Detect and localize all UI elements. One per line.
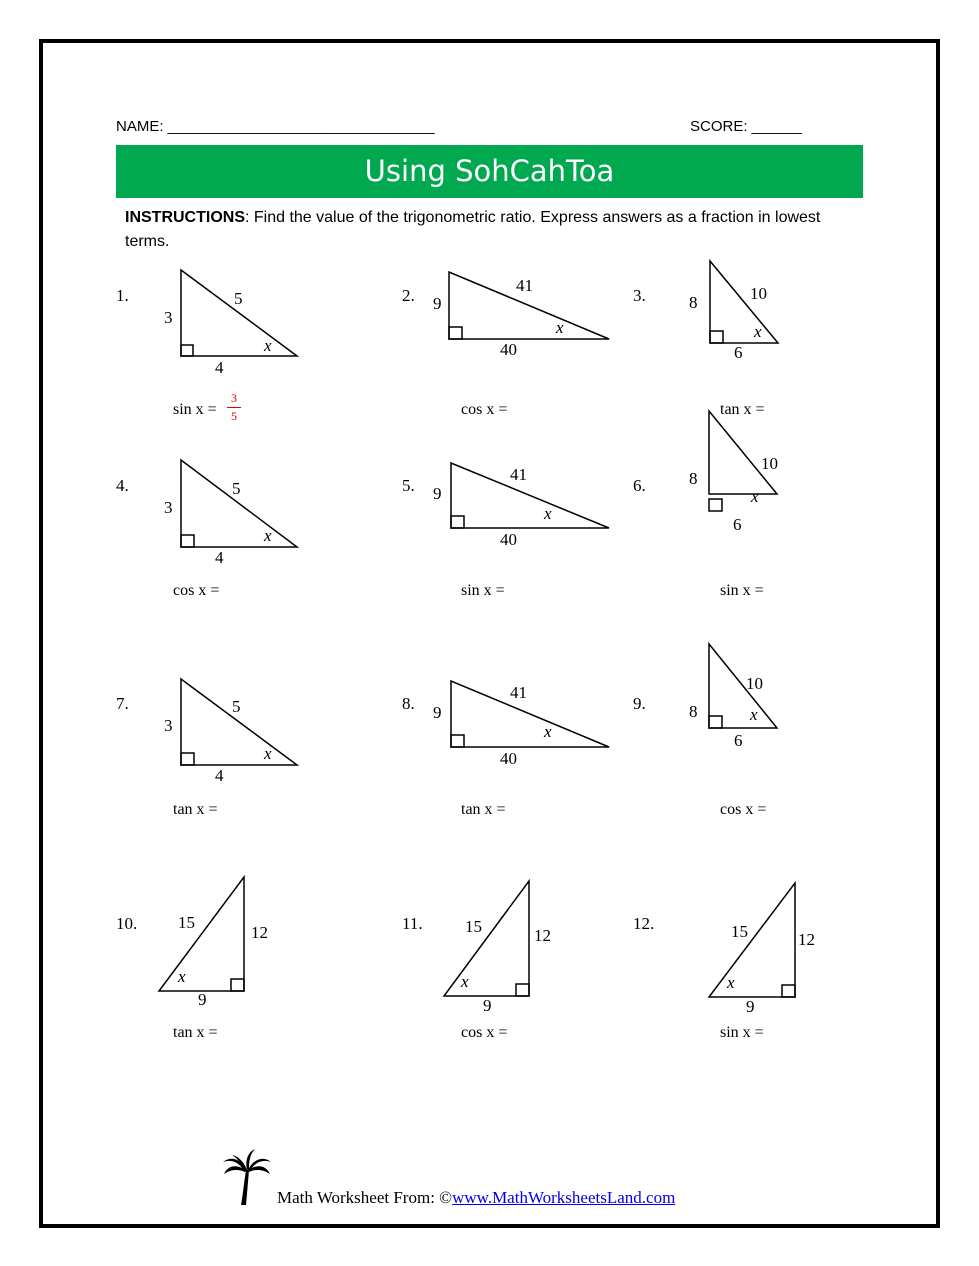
side-label: 15 [178, 913, 195, 932]
side-label: 9 [433, 484, 442, 503]
problem-prompt: tan x = [173, 1024, 218, 1041]
footer-prefix: Math Worksheet From: © [277, 1188, 453, 1207]
instructions-heading: INSTRUCTIONS [125, 209, 245, 226]
triangle-diagram [709, 883, 795, 997]
right-angle-mark [709, 499, 722, 511]
side-label: 15 [731, 922, 748, 941]
side-label: 6 [734, 343, 743, 362]
problem-prompt: sin x = [461, 582, 505, 599]
side-label: 9 [483, 996, 492, 1015]
side-label: 40 [500, 530, 517, 549]
angle-variable: x [727, 973, 735, 992]
side-label: 6 [733, 515, 742, 534]
side-label: 3 [164, 498, 173, 517]
answer-denominator: 5 [231, 409, 237, 423]
side-label: 8 [689, 702, 698, 721]
side-label: 6 [734, 731, 743, 750]
problem-number: 4. [116, 476, 129, 495]
right-angle-mark [709, 716, 722, 728]
angle-variable: x [750, 705, 758, 724]
angle-variable: x [544, 504, 552, 523]
side-label: 41 [510, 683, 527, 702]
side-label: 3 [164, 308, 173, 327]
side-label: 8 [689, 469, 698, 488]
triangle-diagram [709, 411, 777, 494]
side-label: 5 [234, 289, 243, 308]
triangle-diagram [451, 463, 609, 528]
problem-number: 11. [402, 914, 423, 933]
side-label: 9 [198, 990, 207, 1009]
problem-number: 1. [116, 286, 129, 305]
side-label: 12 [798, 930, 815, 949]
right-angle-mark [782, 985, 795, 997]
angle-variable: x [178, 967, 186, 986]
triangle-diagram [451, 681, 609, 747]
problem-prompt: sin x = [720, 582, 764, 599]
triangle-diagram [181, 270, 297, 356]
angle-variable: x [556, 318, 564, 337]
right-angle-mark [181, 345, 193, 356]
answer-fraction [227, 391, 241, 424]
side-label: 9 [433, 294, 442, 313]
footer-credit [277, 1188, 675, 1208]
side-label: 41 [516, 276, 533, 295]
side-label: 3 [164, 716, 173, 735]
side-label: 40 [500, 749, 517, 768]
right-angle-mark [181, 535, 194, 547]
angle-variable: x [264, 744, 272, 763]
right-angle-mark [710, 331, 723, 343]
right-angle-mark [449, 327, 462, 339]
answer-numerator: 3 [231, 391, 237, 405]
side-label: 10 [761, 454, 778, 473]
problem-number: 8. [402, 694, 415, 713]
problem-prompt: cos x = [173, 582, 220, 599]
angle-variable: x [544, 722, 552, 741]
side-label: 9 [433, 703, 442, 722]
problem-number: 12. [633, 914, 655, 933]
side-label: 40 [500, 340, 517, 359]
problem-prompt: sin x = [173, 401, 217, 418]
side-label: 4 [215, 358, 224, 377]
side-label: 10 [750, 284, 767, 303]
problem-prompt: sin x = [720, 1024, 764, 1041]
right-angle-mark [451, 735, 464, 747]
side-label: 12 [534, 926, 551, 945]
problem-number: 5. [402, 476, 415, 495]
instructions-text: : Find the value of the trigonometric ratio. Express answers as a fraction in lowest terms. [125, 209, 821, 250]
problem-number: 2. [402, 286, 415, 305]
problem-prompt: cos x = [461, 1024, 508, 1041]
side-label: 8 [689, 293, 698, 312]
footer-link[interactable]: www.MathWorksheetsLand.com [452, 1188, 676, 1207]
problem-prompt: cos x = [461, 401, 508, 418]
angle-variable: x [264, 526, 272, 545]
angle-variable: x [264, 336, 272, 355]
side-label: 5 [232, 479, 241, 498]
side-label: 15 [465, 917, 482, 936]
side-label: 4 [215, 548, 224, 567]
triangle-diagram [159, 877, 244, 991]
side-label: 12 [251, 923, 268, 942]
right-angle-mark [516, 984, 529, 996]
problem-number: 9. [633, 694, 646, 713]
triangle-diagram [444, 881, 529, 996]
name-field-label: NAME: ________________________________ [116, 118, 435, 135]
side-label: 5 [232, 697, 241, 716]
right-angle-mark [231, 979, 244, 991]
angle-variable: x [751, 487, 759, 506]
worksheet-title: Using SohCahToa [116, 145, 863, 198]
side-label: 9 [746, 997, 755, 1016]
problem-number: 3. [633, 286, 646, 305]
triangle-diagram [181, 460, 297, 547]
side-label: 41 [510, 465, 527, 484]
problem-prompt: tan x = [173, 801, 218, 818]
palm-tree-icon [222, 1148, 272, 1206]
right-angle-mark [181, 753, 194, 765]
problem-number: 10. [116, 914, 138, 933]
side-label: 4 [215, 766, 224, 785]
problem-prompt: cos x = [720, 801, 767, 818]
problem-number: 6. [633, 476, 646, 495]
problem-prompt: tan x = [720, 401, 765, 418]
angle-variable: x [754, 322, 762, 341]
right-angle-mark [451, 516, 464, 528]
score-field-label: SCORE: ______ [690, 118, 802, 135]
problem-prompt: tan x = [461, 801, 506, 818]
triangle-diagram [181, 679, 297, 765]
problem-number: 7. [116, 694, 129, 713]
side-label: 10 [746, 674, 763, 693]
angle-variable: x [461, 972, 469, 991]
